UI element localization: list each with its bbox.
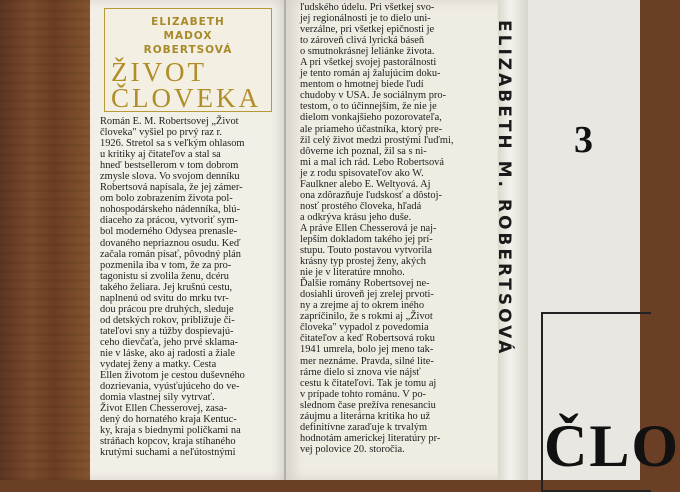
text-line: 1941 umrela, bolo jej meno tak- — [300, 344, 434, 356]
spine-author-text: ELIZABETH M. ROBERTSOVÁ — [494, 20, 514, 357]
text-line: pozmenila iba v tom, že za pro- — [100, 259, 232, 271]
text-line: od detských rokov, približuje či- — [100, 314, 235, 326]
text-line: Ďalšie romány Robertsovej ne- — [300, 278, 430, 290]
text-line: A pri všetkej svojej pastorálnosti — [300, 57, 437, 69]
text-line: nie je v literatúre mnoho. — [300, 267, 405, 279]
text-line: človeka" vyšiel po prvý raz r. — [100, 127, 222, 139]
author-line: ROBERTSOVÁ — [143, 44, 233, 56]
text-line: naplnenú od svitu do mrku tvr- — [100, 292, 229, 304]
author-line: ELIZABETH — [151, 16, 225, 28]
text-line: je tento román aj žalujúcim doku- — [300, 68, 441, 80]
text-line: ľudského údelu. Pri všetkej svo- — [300, 2, 435, 13]
text-line: ale priameho účastníka, ktorý pre- — [300, 123, 443, 135]
text-line: 1926. Stretol sa s veľkým ohlasom — [100, 138, 245, 150]
text-line: mi a mal ich rád. Lebo Robertsová — [300, 156, 444, 168]
text-line: om bolo zobrazením života pol- — [100, 193, 233, 205]
author-name — [113, 15, 263, 57]
text-line: stupu. Touto postavou vytvorila — [300, 245, 432, 257]
text-line: takého želiara. Jej krušnú cestu, — [100, 281, 233, 293]
text-line: dosiahli úroveň jej zrelej prvoti- — [300, 289, 434, 301]
text-line: zapríčinilo, že s rokmi aj „Život — [300, 311, 433, 323]
text-line: o smutnokrásnej leliánke života. — [300, 46, 435, 58]
text-line: Faulkner alebo E. Weltyová. Aj — [300, 178, 431, 190]
text-line: čitateľov a keď Robertsová roku — [300, 333, 436, 345]
text-line: diaceho za prácou, vytvoriť sym- — [100, 215, 239, 227]
text-line: testom, o to účinnejším, že nie je — [300, 101, 437, 113]
text-line: slednom čase prežíva renesanciu — [300, 399, 436, 411]
text-line: Život Ellen Chesserovej, zasa- — [100, 403, 227, 415]
text-line: u kritiky aj čitateľov a stal sa — [100, 149, 221, 161]
text-line: vej polovice 20. storočia. — [300, 443, 405, 455]
text-line: záujmu a literárna kritika ho už — [300, 410, 431, 422]
text-line: dený do hornatého kraja Kentuc- — [100, 414, 237, 426]
text-line: domia vlastnej sily vytrvať. — [100, 392, 215, 404]
text-line: žil celý život medzi prostými ľuďmi, — [300, 134, 454, 146]
title-line: ČLOVEKA — [111, 83, 261, 113]
text-line: krutými suchami a neľútostnými — [100, 447, 236, 459]
text-line: ceho dievčaťa, jeho prvé sklama- — [100, 336, 239, 348]
text-line: rárne dielo si znova vie nájsť — [300, 366, 421, 378]
text-line: mer neznáme. Pravda, silné lite- — [300, 355, 434, 367]
text-line: dozrievania, vyúsťujúceho do ve- — [100, 381, 240, 393]
text-line: človeka" vypadol z povedomia — [300, 322, 429, 334]
title-line: ŽIVOT — [111, 57, 207, 87]
text-line: dou prácou pre druhých, sleduje — [100, 303, 234, 315]
text-line: tagonistu si zvolila ženu, dcéru — [100, 270, 229, 282]
text-line: to zároveň clivá lyrická báseň — [300, 35, 425, 47]
text-line: definitívne zaraďuje k trvalým — [300, 421, 428, 433]
right-page-text — [300, 2, 492, 455]
text-line: mentom o hmotnej biede ľudí — [300, 79, 424, 91]
text-line: ky, kraja s biednymi políčkami na — [100, 425, 241, 437]
cover-title-fragment: ČLO — [544, 413, 680, 479]
text-line: jej regionálnosti je to dielo uni- — [300, 13, 431, 25]
text-line: chudoby v USA. Je sociálnym pro- — [300, 90, 447, 102]
text-line: zmysle slova. Vo svojom denníku — [100, 171, 240, 183]
text-line: lepším dokladom takého jej prí- — [300, 233, 433, 245]
text-line: nohospodárskeho nádenníka, blú- — [100, 204, 240, 216]
text-line: ny a zrejme aj to okrem iného — [300, 300, 425, 312]
left-flap-page — [90, 0, 286, 480]
wooden-table — [0, 0, 90, 480]
text-line: a odkrýva krásu jeho duše. — [300, 211, 412, 223]
text-line: začala román písať, pôvodný plán — [100, 248, 241, 260]
text-line: hneď bestsellerom v tom dobrom — [100, 160, 239, 172]
author-line: MADOX — [163, 30, 213, 42]
text-line: nie v láske, ako aj radosti a žiale — [100, 347, 236, 359]
left-page-text — [100, 116, 278, 458]
text-line: tateľovi sny a túžby dospievajú- — [100, 325, 234, 337]
book-title — [111, 59, 267, 111]
right-flap-page — [286, 0, 498, 480]
text-line: dovaného nepriaznou osudu. Keď — [100, 237, 241, 249]
text-line: vydatej ženy a matky. Cesta — [100, 359, 217, 371]
text-line: ona zdôrazňuje ľudskosť a dôstoj- — [300, 189, 442, 201]
text-line: hodnotám americkej literatúry pr- — [300, 432, 441, 444]
text-line: verzálne, pri všetkej epičnosti je — [300, 24, 435, 36]
text-line: stráňach kopcov, kraja stíhaného — [100, 436, 236, 448]
text-line: bol moderného Odysea prenasle- — [100, 226, 238, 238]
text-line: cestu k čitateľovi. Tak je tomu aj — [300, 377, 437, 389]
text-line: krásny typ prostej ženy, akých — [300, 256, 426, 268]
text-line: dôverne ich poznal, žil sa s ni- — [300, 145, 427, 157]
text-line: Román E. M. Robertsovej „Život — [100, 116, 239, 127]
cover-number: 3 — [574, 119, 593, 161]
text-line: nosť prostého človeka, hľadá — [300, 200, 422, 212]
text-line: dielom vonkajšieho pozorovateľa, — [300, 112, 442, 124]
text-line: je z rodu spisovateľov ako W. — [300, 167, 424, 179]
text-line: Robertsová napísala, že jej zámer- — [100, 182, 243, 194]
text-line: Ellen životom je cestou duševného — [100, 370, 245, 382]
text-line: v prípade tohto románu. V po- — [300, 388, 427, 400]
title-block — [104, 8, 272, 112]
text-line: A práve Ellen Chesserová je naj- — [300, 222, 437, 234]
